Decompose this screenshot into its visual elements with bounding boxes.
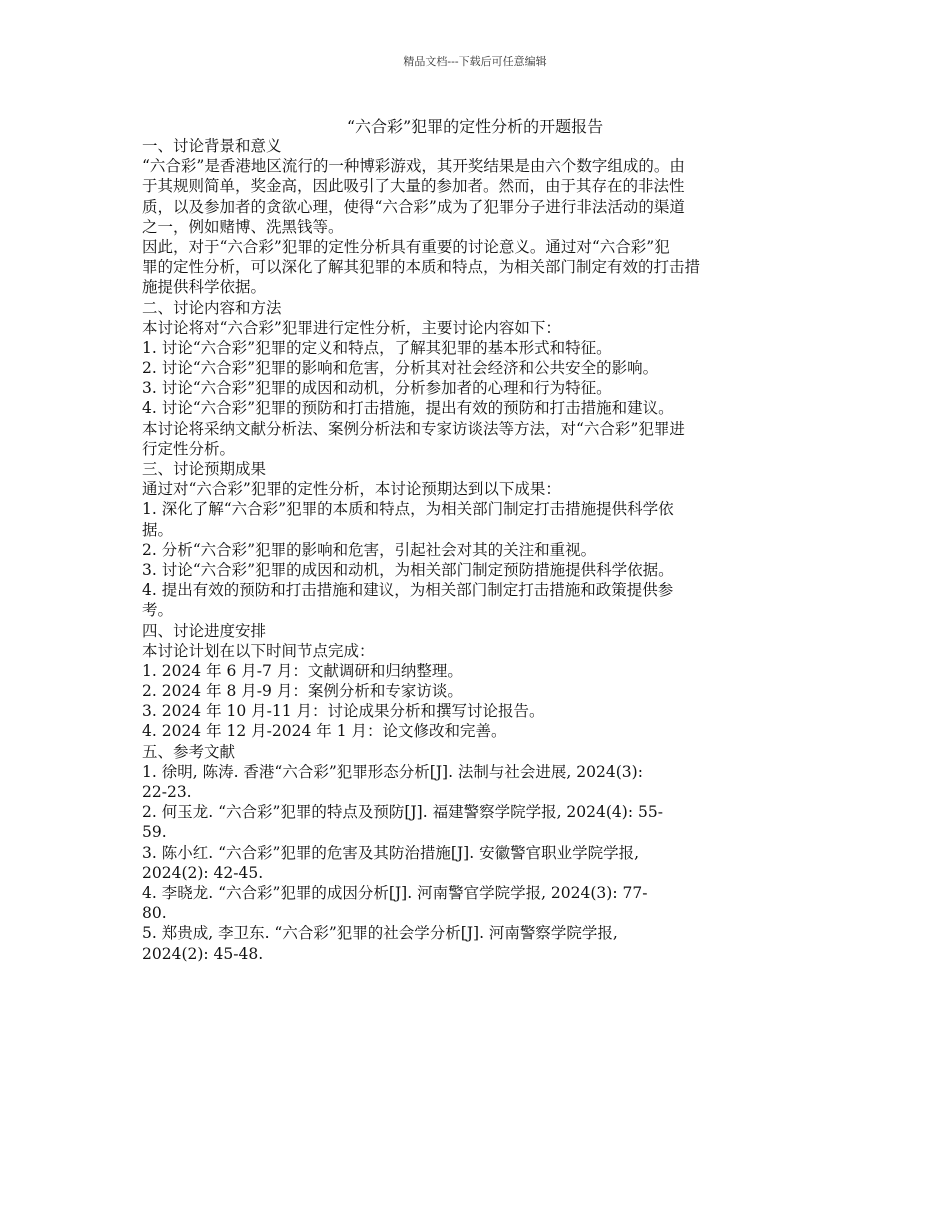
text-line: 通过对“六合彩”犯罪的定性分析，本讨论预期达到以下成果： <box>142 480 561 499</box>
text-line: 2. 讨论“六合彩”犯罪的影响和危害，分析其对社会经济和公共安全的影响。 <box>142 359 659 378</box>
text-line: 罪的定性分析，可以深化了解其犯罪的本质和特点，为相关部门制定有效的打击措 <box>142 258 701 277</box>
text-line: 施提供科学依据。 <box>142 278 267 297</box>
text-line: 2024(2): 45-48. <box>142 944 264 963</box>
text-line: 五、参考文献 <box>142 742 236 761</box>
text-line: 2. 分析“六合彩”犯罪的影响和危害，引起社会对其的关注和重视。 <box>142 540 597 559</box>
text-line: 本讨论将对“六合彩”犯罪进行定性分析，主要讨论内容如下： <box>142 318 561 337</box>
text-line: 4. 李晓龙. “六合彩”犯罪的成因分析[J]. 河南警官学院学报, 2024(3): 77- <box>142 883 648 902</box>
document-body <box>142 136 814 964</box>
text-line: 4. 提出有效的预防和打击措施和建议，为相关部门制定打击措施和政策提供参 <box>142 581 674 600</box>
text-line: 59. <box>142 823 167 842</box>
text-line: 4. 2024 年 12 月-2024 年 1 月：论文修改和完善。 <box>142 722 507 741</box>
text-line: 3. 陈小红. “六合彩”犯罪的危害及其防治措施[J]. 安徽警官职业学院学报, <box>142 843 640 862</box>
text-line: 一、讨论背景和意义 <box>142 137 282 155</box>
text-line: 1. 2024 年 6 月-7 月：文献调研和归纳整理。 <box>142 661 463 680</box>
page-header: 精品文档---下载后可任意编辑 <box>403 55 547 68</box>
text-line: 二、讨论内容和方法 <box>142 298 282 317</box>
text-line: 因此，对于“六合彩”犯罪的定性分析具有重要的讨论意义。通过对“六合彩”犯 <box>142 237 670 256</box>
text-line: 2. 何玉龙. “六合彩”犯罪的特点及预防[J]. 福建警察学院学报, 2024(4): 55- <box>142 803 663 822</box>
text-line: 本讨论将采纳文献分析法、案例分析法和专家访谈法等方法，对“六合彩”犯罪进 <box>142 419 685 438</box>
text-line: 1. 深化了解“六合彩”犯罪的本质和特点，为相关部门制定打击措施提供科学依 <box>142 500 674 519</box>
document-title: “六合彩”犯罪的定性分析的开题报告 <box>346 117 604 136</box>
text-line: 2024(2): 42-45. <box>142 863 264 882</box>
text-line: 3. 2024 年 10 月-11 月：讨论成果分析和撰写讨论报告。 <box>142 702 545 721</box>
text-line: 之一，例如赌博、洗黑钱等。 <box>142 217 344 236</box>
text-line: 四、讨论进度安排 <box>142 621 267 640</box>
text-line: 质，以及参加者的贪欲心理，使得“六合彩”成为了犯罪分子进行非法活动的渠道 <box>142 197 685 216</box>
text-line: 本讨论计划在以下时间节点完成： <box>142 641 375 660</box>
text-line: 4. 讨论“六合彩”犯罪的预防和打击措施，提出有效的预防和打击措施和建议。 <box>142 399 674 418</box>
text-line: 80. <box>142 904 167 923</box>
text-line: 3. 讨论“六合彩”犯罪的成因和动机，为相关部门制定预防措施提供科学依据。 <box>142 560 674 579</box>
text-line: “六合彩”是香港地区流行的一种博彩游戏，其开奖结果是由六个数字组成的。由 <box>142 157 685 176</box>
text-line: 1. 徐明, 陈涛. 香港“六合彩”犯罪形态分析[J]. 法制与社会进展, 2024(3): <box>142 762 643 781</box>
text-line: 三、讨论预期成果 <box>142 460 267 478</box>
text-line: 5. 郑贵成, 李卫东. “六合彩”犯罪的社会学分析[J]. 河南警察学院学报, <box>142 924 618 943</box>
text-line: 于其规则简单，奖金高，因此吸引了大量的参加者。然而，由于其存在的非法性 <box>142 177 685 196</box>
text-line: 据。 <box>142 520 174 539</box>
text-line: 3. 讨论“六合彩”犯罪的成因和动机，分析参加者的心理和行为特征。 <box>142 379 612 398</box>
text-line: 考。 <box>142 601 174 620</box>
text-line: 行定性分析。 <box>142 439 236 458</box>
text-line: 22-23. <box>142 783 192 801</box>
text-line: 2. 2024 年 8 月-9 月：案例分析和专家访谈。 <box>142 682 463 701</box>
text-line: 1. 讨论“六合彩”犯罪的定义和特点，了解其犯罪的基本形式和特征。 <box>142 338 612 357</box>
